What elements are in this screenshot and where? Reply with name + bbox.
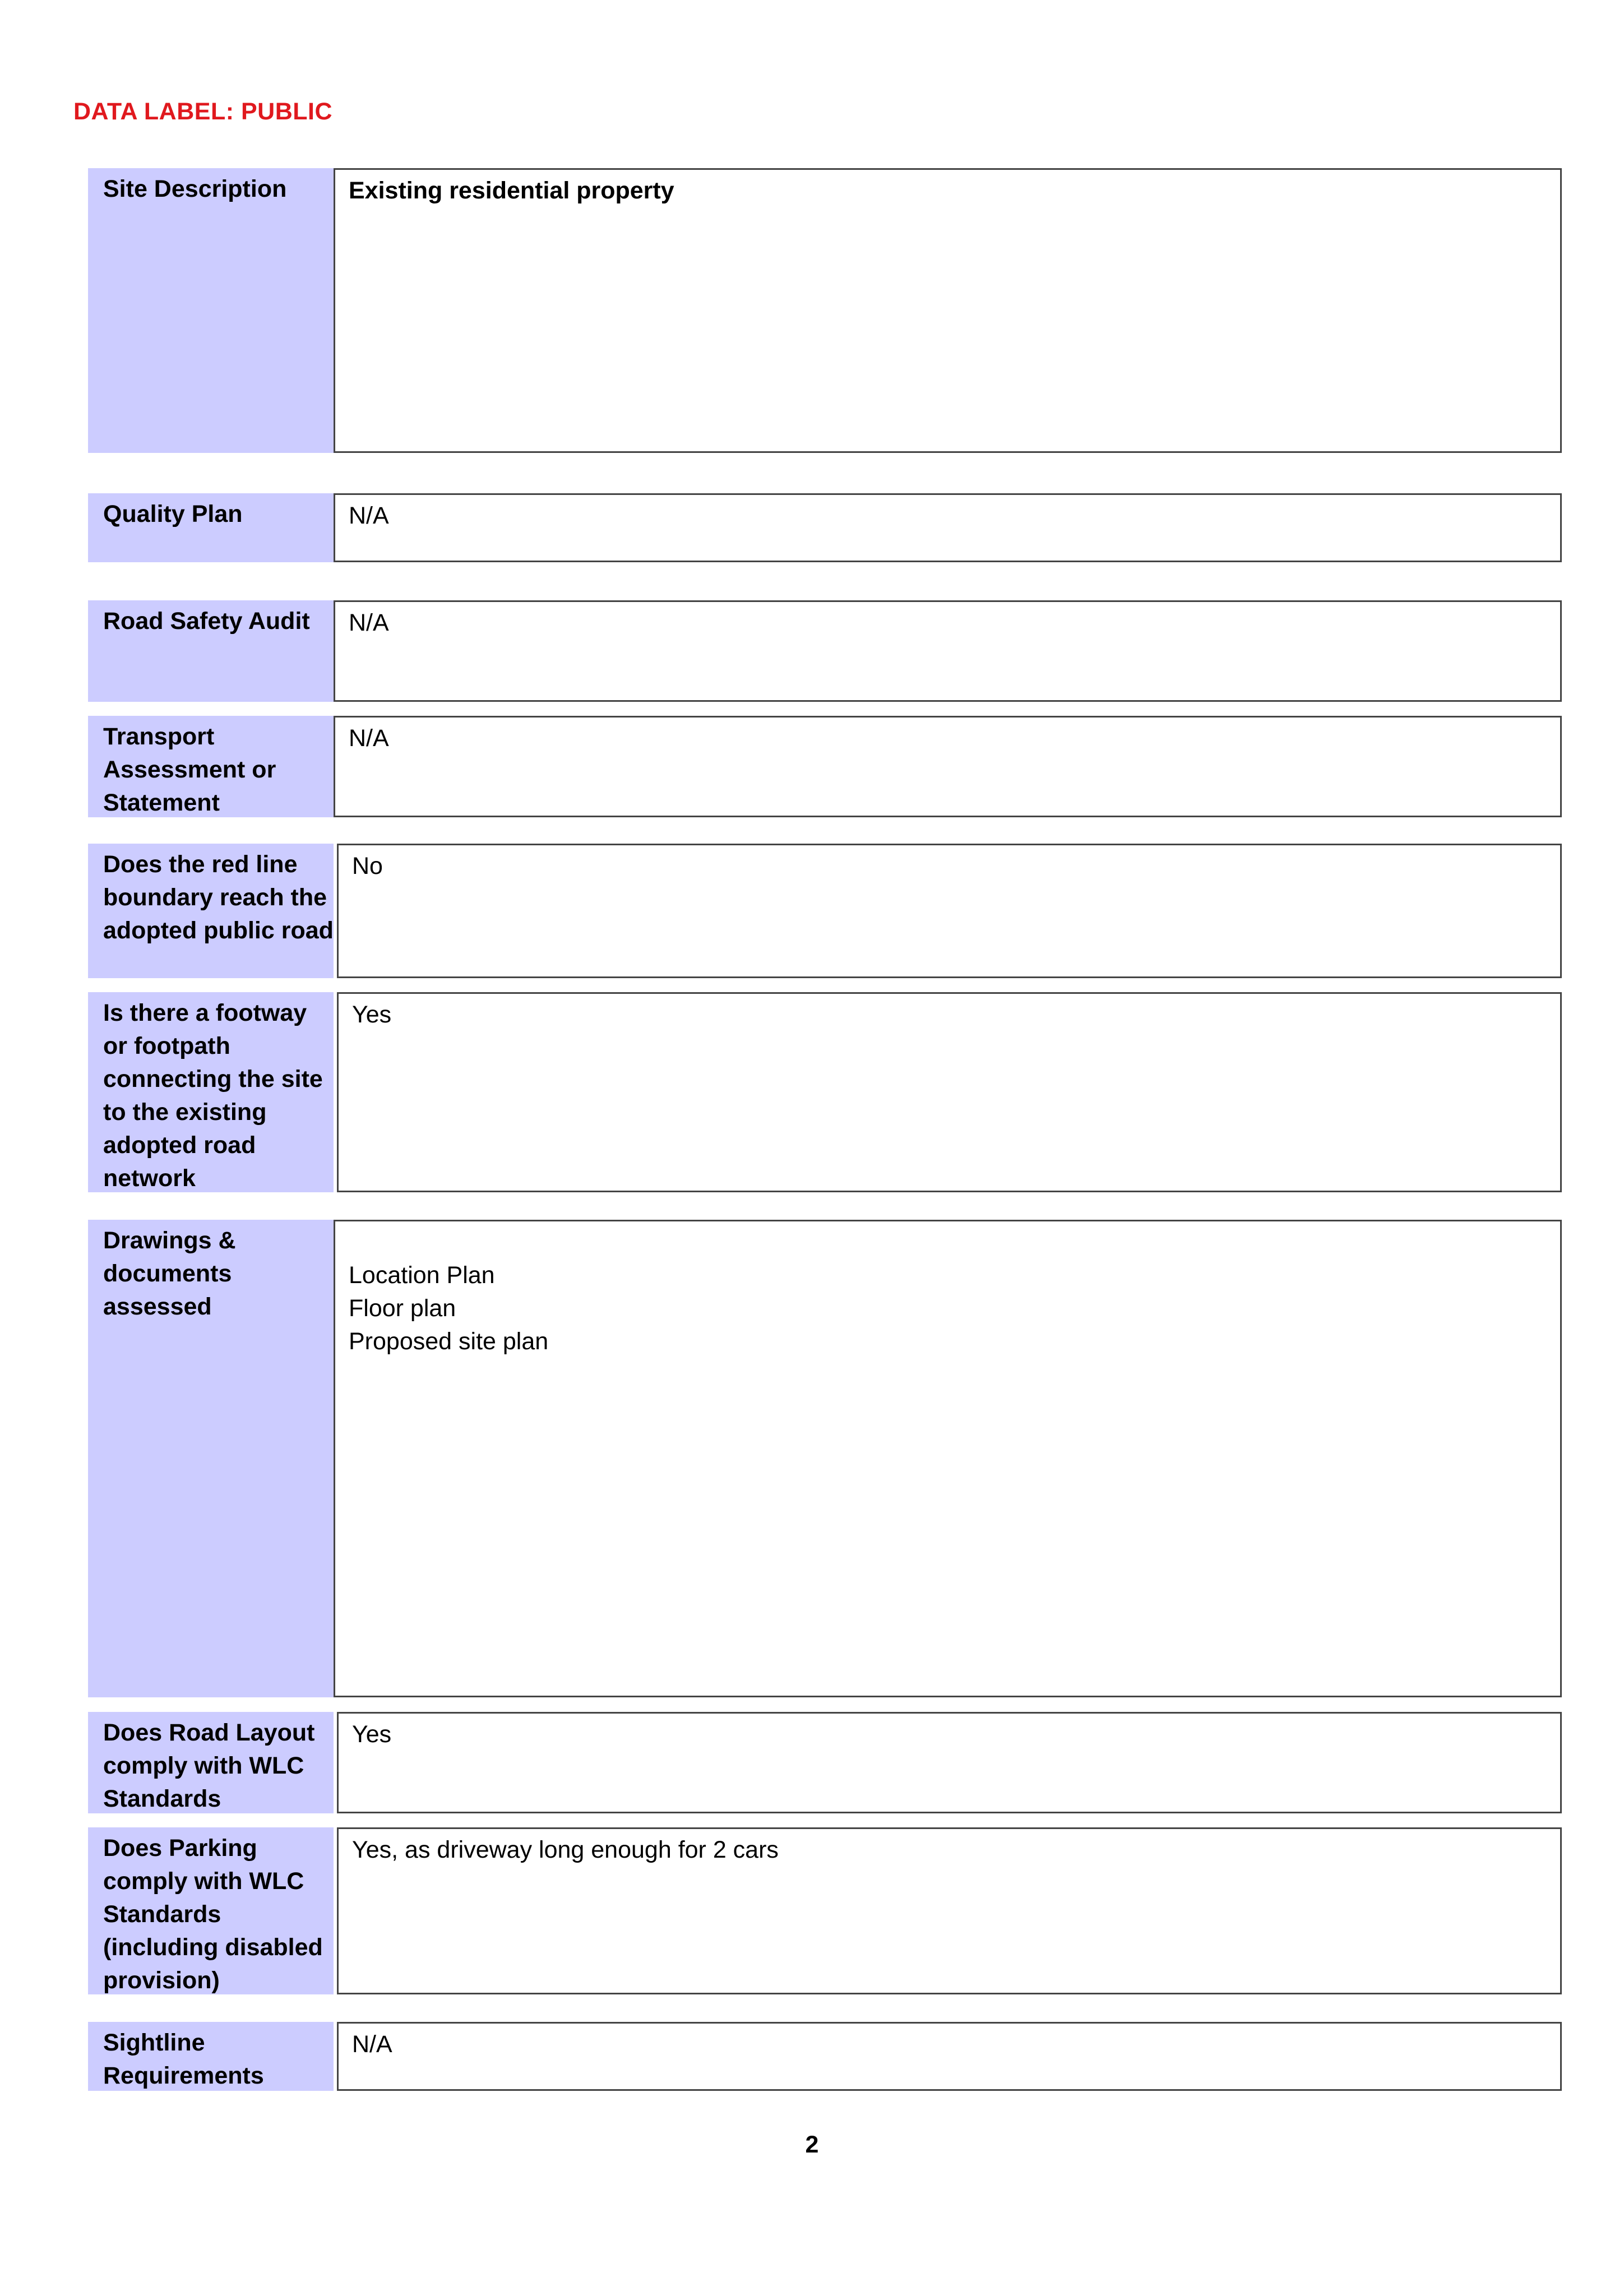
value-text: Yes: [352, 1001, 392, 1028]
value-text: Yes: [352, 1721, 392, 1748]
label-text: Is there a footway or footpath connecting the site to the existing adopted road network: [103, 999, 323, 1192]
value-parking: [337, 1827, 1562, 1994]
label-text: Road Safety Audit: [103, 608, 310, 635]
label-text: Sightline Requirements: [103, 2029, 264, 2089]
value-text: N/A: [349, 725, 389, 752]
value-footway-connection: [337, 992, 1562, 1192]
label-sightline: [88, 2022, 334, 2091]
document-item: Floor plan: [349, 1295, 456, 1322]
label-transport-assessment: [88, 716, 334, 817]
value-text: N/A: [352, 2031, 392, 2058]
value-red-line-boundary: [337, 844, 1562, 978]
row-road-safety-audit: [0, 600, 1624, 702]
row-parking: [0, 1827, 1624, 1994]
label-drawings-documents: [88, 1220, 334, 1697]
value-text: Yes, as driveway long enough for 2 cars: [352, 1836, 779, 1863]
label-footway-connection: [88, 992, 334, 1192]
row-red-line-boundary: [0, 844, 1624, 978]
label-parking: [88, 1827, 334, 1994]
value-text: N/A: [349, 609, 389, 636]
value-transport-assessment: [334, 716, 1562, 817]
label-site-description: [88, 168, 334, 453]
label-quality-plan: [88, 493, 334, 562]
label-text: Transport Assessment or Statement: [103, 723, 276, 816]
page-number: 2: [805, 2131, 819, 2158]
label-red-line-boundary: [88, 844, 334, 978]
value-text: N/A: [349, 502, 389, 529]
value-road-layout: [337, 1712, 1562, 1813]
value-text: Existing residential property: [349, 177, 674, 204]
document-item: Proposed site plan: [349, 1328, 549, 1355]
row-footway-connection: [0, 992, 1624, 1192]
value-site-description: [334, 168, 1562, 453]
row-drawings-documents: [0, 1220, 1624, 1697]
value-text: No: [352, 853, 383, 879]
row-road-layout: [0, 1712, 1624, 1813]
label-text: Site Description: [103, 175, 287, 202]
row-site-description: [0, 168, 1624, 453]
value-quality-plan: [334, 493, 1562, 562]
value-road-safety-audit: [334, 600, 1562, 702]
label-text: Quality Plan: [103, 501, 243, 527]
value-sightline: [337, 2022, 1562, 2091]
data-label: DATA LABEL: PUBLIC: [73, 98, 333, 125]
label-road-safety-audit: [88, 600, 334, 702]
label-text: Drawings & documents assessed: [103, 1227, 236, 1320]
label-text: Does the red line boundary reach the adopted public road: [103, 851, 334, 944]
row-sightline: [0, 2022, 1624, 2091]
label-road-layout: [88, 1712, 334, 1813]
label-text: Does Road Layout comply with WLC Standards: [103, 1719, 315, 1812]
value-drawings-documents: [334, 1220, 1562, 1697]
label-text: Does Parking comply with WLC Standards (including disabled provision): [103, 1835, 323, 1994]
document-item: Location Plan: [349, 1262, 495, 1289]
row-transport-assessment: [0, 716, 1624, 817]
row-quality-plan: [0, 493, 1624, 562]
